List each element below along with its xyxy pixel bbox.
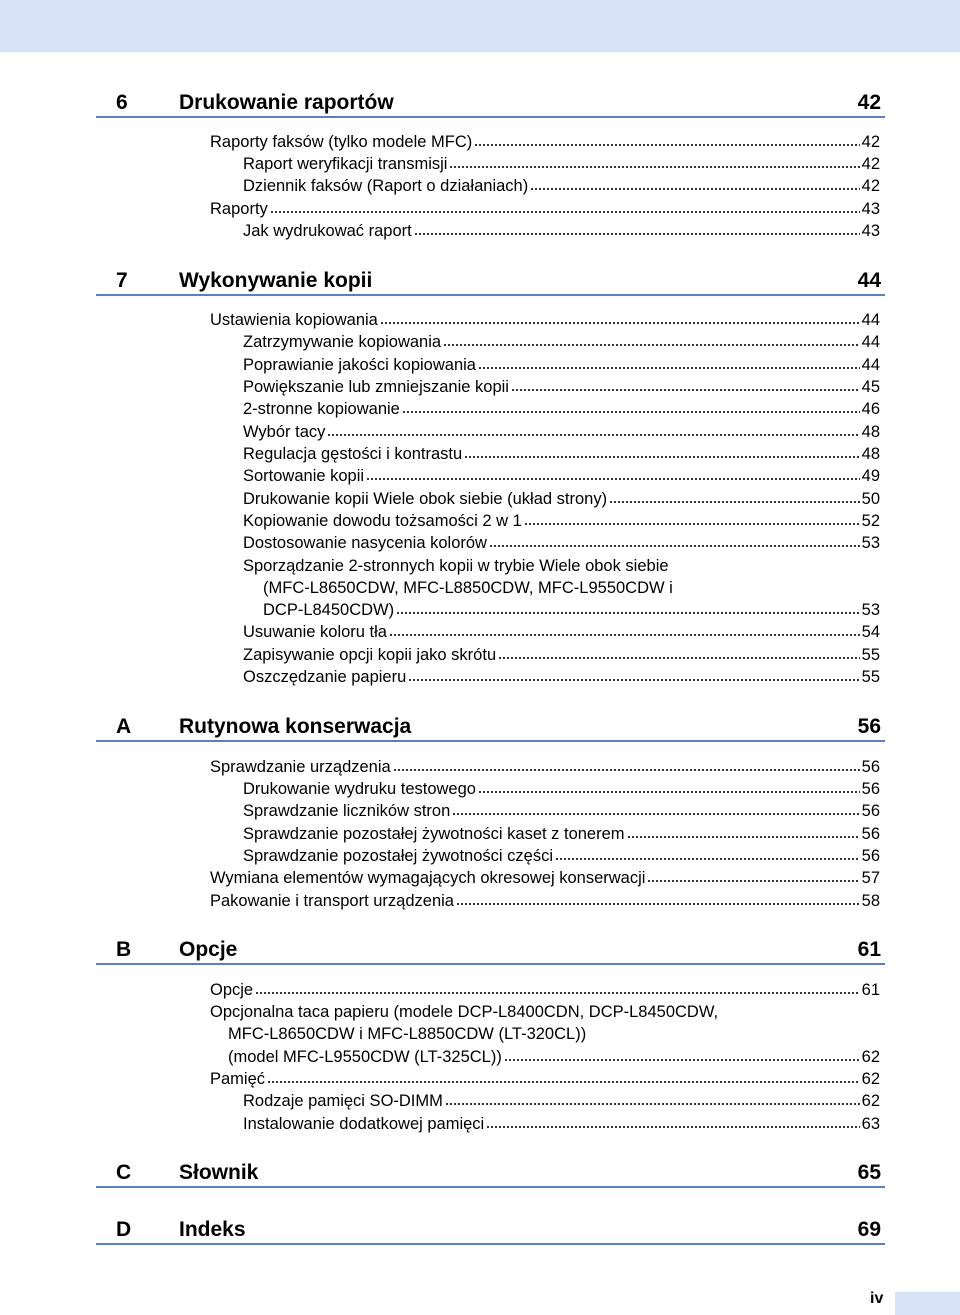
dot-leader [555, 856, 860, 862]
dot-leader [393, 767, 860, 773]
toc-entry-label: Ustawienia kopiowania [210, 311, 378, 329]
toc-entry[interactable] [243, 331, 880, 353]
toc-entry-label: (model MFC-L9550CDW (LT-325CL)) [228, 1048, 502, 1066]
toc-entry[interactable] [243, 644, 880, 666]
toc-entry-label: Usuwanie koloru tła [243, 623, 387, 641]
toc-entry-label: Sprawdzanie pozostałej żywotności części [243, 847, 553, 865]
dot-leader [255, 990, 860, 996]
chapter-page: 69 [857, 1218, 881, 1241]
chapter-title: Słownik [179, 1161, 259, 1184]
dot-leader [267, 1079, 860, 1085]
dot-leader [511, 387, 860, 393]
toc-entry-label: DCP-L8450CDW) [263, 601, 395, 619]
dot-leader [524, 521, 860, 527]
toc-entry-label: Poprawianie jakości kopiowania [243, 356, 476, 374]
toc-entry[interactable] [243, 220, 880, 242]
toc-entry-page: 45 [861, 378, 880, 396]
dot-leader [366, 476, 860, 482]
toc-entry[interactable] [243, 421, 880, 443]
toc-entry[interactable] [210, 1068, 880, 1090]
toc-entry-label: Opcje [210, 981, 254, 999]
toc-entry-page: 62 [861, 1070, 880, 1088]
dot-leader [456, 901, 860, 907]
dot-leader [464, 454, 859, 460]
toc-entry-label: Drukowanie wydruku testowego [243, 780, 476, 798]
toc-entry[interactable] [243, 1113, 880, 1135]
toc-entry[interactable] [243, 398, 880, 420]
toc-entry-page: 53 [861, 534, 880, 552]
toc-entry-page: 48 [861, 445, 880, 463]
dot-leader [327, 432, 859, 438]
toc-entry-page: 56 [861, 758, 880, 776]
toc-entry[interactable] [210, 309, 880, 331]
toc-entry-label: Jak wydrukować raport [243, 222, 412, 240]
toc-entry-label: Raport weryfikacji transmisji [243, 155, 448, 173]
toc-entry[interactable] [243, 532, 880, 554]
toc-entry-page: 52 [861, 512, 880, 530]
chapter-heading[interactable] [96, 1217, 885, 1245]
chapter-number: D [116, 1218, 132, 1241]
toc-entry[interactable] [243, 488, 880, 510]
toc-entry-label: Raporty faksów (tylko modele MFC) [210, 133, 473, 151]
dot-leader [414, 231, 860, 237]
toc-entry[interactable] [243, 510, 880, 532]
chapter-title: Wykonywanie kopii [179, 269, 373, 292]
toc-entry-page: 50 [861, 490, 880, 508]
toc-entry-page: 49 [861, 467, 880, 485]
toc-entry-page: 48 [861, 423, 880, 441]
toc-entry-label: Zatrzymywanie kopiowania [243, 333, 442, 351]
toc-entry-label: Drukowanie kopii Wiele obok siebie (układ strony) [243, 490, 608, 508]
dot-leader [504, 1057, 860, 1063]
toc-entry[interactable] [210, 979, 880, 1001]
chapter-page: 61 [857, 938, 881, 961]
chapter-heading[interactable] [96, 937, 885, 965]
toc-entry-page: 58 [861, 892, 880, 910]
toc-entry-page: 54 [861, 623, 880, 641]
toc-entry-label: Raporty [210, 200, 268, 218]
toc-entry-page: 62 [861, 1092, 880, 1110]
dot-leader [609, 499, 860, 505]
dot-leader [396, 610, 860, 616]
toc-entry-line[interactable]: (MFC-L8650CDW, MFC-L8850CDW, MFC-L9550CDW i [263, 579, 673, 597]
toc-entry[interactable] [243, 153, 880, 175]
toc-entry[interactable] [210, 198, 880, 220]
toc-entry[interactable] [228, 1046, 880, 1068]
toc-entry-page: 43 [861, 200, 880, 218]
toc-entry[interactable] [243, 800, 880, 822]
toc-entry-label: Kopiowanie dowodu tożsamości 2 w 1 [243, 512, 522, 530]
toc-entry-line[interactable]: Sporządzanie 2-stronnych kopii w trybie Wiele obok siebie [243, 557, 669, 575]
toc-entry[interactable] [243, 354, 880, 376]
toc-entry-page: 53 [861, 601, 880, 619]
chapter-page: 42 [857, 91, 881, 114]
toc-entry-label: Dostosowanie nasycenia kolorów [243, 534, 487, 552]
toc-entry[interactable] [243, 823, 880, 845]
toc-entry-page: 62 [861, 1048, 880, 1066]
dot-leader [478, 365, 860, 371]
toc-entry[interactable] [263, 599, 880, 621]
toc-entry[interactable] [243, 621, 880, 643]
chapter-heading[interactable] [96, 714, 885, 742]
toc-entry-label: Pamięć [210, 1070, 266, 1088]
chapter-page: 44 [857, 269, 881, 292]
dot-leader [489, 543, 860, 549]
dot-leader [449, 164, 859, 170]
toc-entry[interactable] [243, 175, 880, 197]
toc-entry-label: Regulacja gęstości i kontrastu [243, 445, 463, 463]
chapter-number: 6 [116, 91, 128, 114]
toc-entry-page: 56 [861, 825, 880, 843]
toc-entry[interactable] [210, 756, 880, 778]
toc-entry[interactable] [210, 131, 880, 153]
toc-entry-page: 44 [861, 356, 880, 374]
toc-entry-page: 44 [861, 311, 880, 329]
toc-entry[interactable] [243, 845, 880, 867]
dot-leader [408, 677, 859, 683]
toc-entry[interactable] [243, 376, 880, 398]
toc-entry[interactable] [243, 1090, 880, 1112]
toc-entry-page: 56 [861, 847, 880, 865]
toc-entry[interactable] [210, 890, 880, 912]
toc-entry-page: 42 [861, 177, 880, 195]
toc-entry-line[interactable]: Opcjonalna taca papieru (modele DCP-L8400CDN, DCP-L8450CDW, [210, 1003, 719, 1021]
chapter-number: B [116, 938, 132, 961]
toc-entry-page: 43 [861, 222, 880, 240]
chapter-page: 56 [857, 715, 881, 738]
toc-entry-label: Sprawdzanie urządzenia [210, 758, 391, 776]
toc-entry-page: 56 [861, 802, 880, 820]
toc-entry-page: 55 [861, 646, 880, 664]
dot-leader [627, 834, 860, 840]
chapter-number: C [116, 1161, 132, 1184]
toc-entry-label: Sortowanie kopii [243, 467, 365, 485]
dot-leader [445, 1101, 860, 1107]
header-band [0, 0, 960, 52]
toc-entry-label: Zapisywanie opcji kopii jako skrótu [243, 646, 497, 664]
toc-entry-label: Wybór tacy [243, 423, 326, 441]
toc-entry-page: 63 [861, 1115, 880, 1133]
dot-leader [380, 320, 860, 326]
toc-entry-page: 61 [861, 981, 880, 999]
toc-entry-label: Rodzaje pamięci SO-DIMM [243, 1092, 443, 1110]
toc-entry[interactable] [243, 465, 880, 487]
toc-entry-label: Wymiana elementów wymagających okresowej konserwacji [210, 869, 646, 887]
chapter-page: 65 [857, 1161, 881, 1184]
toc-entry-label: Sprawdzanie pozostałej żywotności kaset z tonerem [243, 825, 625, 843]
toc-entry-page: 46 [861, 400, 880, 418]
dot-leader [647, 878, 859, 884]
toc-entry[interactable] [243, 666, 880, 688]
dot-leader [474, 142, 859, 148]
toc-entry-label: Powiększanie lub zmniejszanie kopii [243, 378, 509, 396]
dot-leader [486, 1124, 859, 1130]
chapter-number: A [116, 715, 132, 738]
footer-band [895, 1292, 960, 1315]
toc-entry-label: Pakowanie i transport urządzenia [210, 892, 454, 910]
toc-entry[interactable] [243, 778, 880, 800]
chapter-title: Drukowanie raportów [179, 91, 394, 114]
dot-leader [498, 655, 860, 661]
dot-leader [443, 342, 860, 348]
toc-entry-page: 56 [861, 780, 880, 798]
chapter-title: Indeks [179, 1218, 246, 1241]
dot-leader [478, 789, 860, 795]
toc-entry-page: 42 [861, 133, 880, 151]
dot-leader [389, 632, 860, 638]
toc-entry[interactable] [243, 443, 880, 465]
toc-entry-line[interactable]: MFC-L8650CDW i MFC-L8850CDW (LT-320CL)) [228, 1025, 587, 1043]
page-number: iv [870, 1290, 884, 1307]
dot-leader [530, 186, 859, 192]
chapter-heading[interactable] [96, 90, 885, 118]
dot-leader [270, 209, 860, 215]
toc-entry-label: Dziennik faksów (Raport o działaniach) [243, 177, 529, 195]
dot-leader [452, 811, 859, 817]
toc-entry-label: Sprawdzanie liczników stron [243, 802, 451, 820]
toc-entry-label: 2-stronne kopiowanie [243, 400, 400, 418]
toc-entry-page: 44 [861, 333, 880, 351]
chapter-title: Rutynowa konserwacja [179, 715, 412, 738]
chapter-title: Opcje [179, 938, 238, 961]
chapter-heading[interactable] [96, 268, 885, 296]
dot-leader [402, 409, 860, 415]
toc-entry-label: Oszczędzanie papieru [243, 668, 407, 686]
toc-entry-page: 55 [861, 668, 880, 686]
toc-entry[interactable] [210, 867, 880, 889]
chapter-heading[interactable] [96, 1160, 885, 1188]
toc-entry-label: Instalowanie dodatkowej pamięci [243, 1115, 485, 1133]
toc-entry-page: 57 [861, 869, 880, 887]
toc-entry-page: 42 [861, 155, 880, 173]
chapter-number: 7 [116, 269, 128, 292]
